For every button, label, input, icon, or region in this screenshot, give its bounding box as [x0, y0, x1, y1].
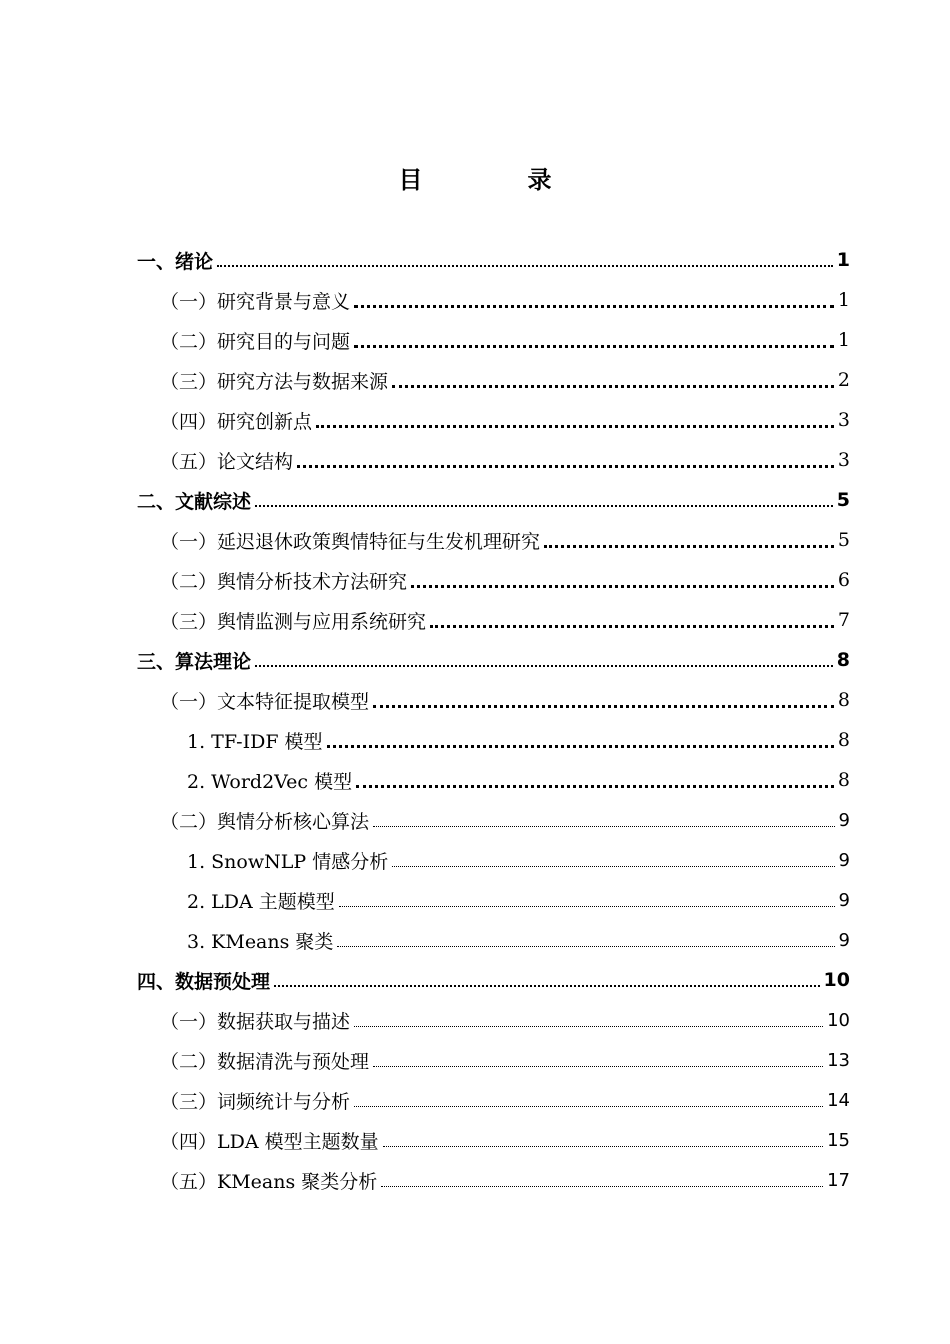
- toc-entry-title: 二、文献综述: [137, 490, 252, 513]
- toc-entry-page: 1: [837, 329, 850, 351]
- toc-leader-dots: [373, 705, 834, 708]
- toc-entry-title: （二）舆情分析核心算法: [160, 810, 370, 833]
- toc-entry[interactable]: [160, 400, 850, 440]
- toc-entry-title: 2. LDA 主题模型: [187, 890, 335, 913]
- toc-leader-dots: [544, 545, 834, 548]
- toc-entry-title: （一）数据获取与描述: [160, 1010, 351, 1033]
- toc-leader-dots: [430, 625, 834, 628]
- toc-entry[interactable]: [137, 240, 850, 280]
- toc-entry-title: （一）延迟退休政策舆情特征与生发机理研究: [160, 530, 541, 553]
- toc-leader-dots: [217, 265, 833, 267]
- toc-entry-title: （二）舆情分析技术方法研究: [160, 570, 408, 593]
- toc-entry-page: 8: [837, 769, 850, 791]
- toc-leader-dots: [354, 345, 834, 348]
- toc-leader-dots: [255, 505, 833, 507]
- toc-entry[interactable]: [160, 1160, 850, 1200]
- toc-entry-title: （一）研究背景与意义: [160, 290, 351, 313]
- toc-entry[interactable]: [160, 320, 850, 360]
- toc-entry-title: 2. Word2Vec 模型: [187, 770, 353, 793]
- toc-entry-title: （三）舆情监测与应用系统研究: [160, 610, 427, 633]
- title-char-1: 目: [398, 166, 423, 194]
- toc-entry-title: （三）研究方法与数据来源: [160, 370, 389, 393]
- toc-leader-dots: [337, 946, 834, 947]
- toc-leader-dots: [392, 866, 834, 867]
- toc-entry-page: 10: [823, 969, 850, 991]
- toc-entry-page: 2: [837, 369, 850, 391]
- toc-entry[interactable]: [160, 600, 850, 640]
- title-char-2: 录: [527, 166, 552, 194]
- toc-entry-page: 8: [837, 689, 850, 711]
- toc-entry[interactable]: [187, 760, 850, 800]
- toc-entry-page: 9: [838, 809, 850, 831]
- toc-entry-title: （二）数据清洗与预处理: [160, 1050, 370, 1073]
- toc-entry-page: 7: [837, 609, 850, 631]
- toc-leader-dots: [411, 585, 834, 588]
- toc-entry-title: （二）研究目的与问题: [160, 330, 351, 353]
- toc-entry-page: 9: [838, 929, 850, 951]
- toc-entry-page: 3: [837, 409, 850, 431]
- toc-entry-title: 一、绪论: [137, 250, 214, 273]
- toc-entry-title: （四）LDA 模型主题数量: [160, 1130, 379, 1153]
- toc-entry-page: 9: [838, 849, 850, 871]
- toc-leader-dots: [383, 1146, 823, 1147]
- toc-entry-title: 3. KMeans 聚类: [187, 930, 334, 953]
- toc-leader-dots: [373, 1066, 823, 1067]
- toc-leader-dots: [354, 1106, 823, 1107]
- toc-entry-page: 14: [827, 1089, 850, 1111]
- toc-entry[interactable]: [160, 680, 850, 720]
- toc-entry-title: 1. SnowNLP 情感分析: [187, 850, 389, 873]
- toc-entry-page: 5: [837, 529, 850, 551]
- toc-entry-page: 15: [827, 1129, 850, 1151]
- toc-leader-dots: [255, 665, 833, 667]
- toc-entry-page: 9: [838, 889, 850, 911]
- toc-entry[interactable]: [137, 960, 850, 1000]
- toc-entry-page: 1: [836, 249, 850, 271]
- toc-entry-page: 10: [827, 1009, 850, 1031]
- toc-entry-title: 三、算法理论: [137, 650, 252, 673]
- toc-entry-page: 6: [837, 569, 850, 591]
- toc-leader-dots: [297, 465, 834, 468]
- toc-leader-dots: [354, 1026, 823, 1027]
- toc-entry-title: 1. TF-IDF 模型: [187, 730, 323, 753]
- toc-entry[interactable]: [187, 720, 850, 760]
- toc-entry[interactable]: [160, 280, 850, 320]
- toc-entry-page: 17: [827, 1169, 850, 1191]
- toc-leader-dots: [339, 906, 835, 907]
- toc-entry[interactable]: [160, 440, 850, 480]
- toc-leader-dots: [274, 985, 820, 987]
- toc-entry[interactable]: [160, 1080, 850, 1120]
- toc-entry[interactable]: [160, 560, 850, 600]
- toc-entry-page: 1: [837, 289, 850, 311]
- toc-entry-title: （五）KMeans 聚类分析: [160, 1170, 378, 1193]
- toc-entry-page: 8: [837, 729, 850, 751]
- toc-entry-page: 13: [827, 1049, 850, 1071]
- toc-entry[interactable]: [137, 640, 850, 680]
- toc-entry[interactable]: [160, 520, 850, 560]
- toc-entry[interactable]: [187, 840, 850, 880]
- toc-entry[interactable]: [187, 920, 850, 960]
- toc-leader-dots: [356, 785, 834, 788]
- toc-leader-dots: [392, 385, 834, 388]
- toc-entry-title: （五）论文结构: [160, 450, 294, 473]
- toc-entry-title: （四）研究创新点: [160, 410, 313, 433]
- toc-entry[interactable]: [137, 480, 850, 520]
- toc-entry-title: （一）文本特征提取模型: [160, 690, 370, 713]
- page-title: [0, 160, 950, 195]
- toc-leader-dots: [327, 745, 834, 748]
- toc-entry-page: 5: [836, 489, 850, 511]
- toc-leader-dots: [354, 305, 834, 308]
- toc-leader-dots: [381, 1186, 823, 1187]
- toc-leader-dots: [373, 826, 835, 827]
- toc-leader-dots: [316, 425, 834, 428]
- toc-entry[interactable]: [160, 800, 850, 840]
- toc-entry[interactable]: [160, 1000, 850, 1040]
- toc-entry-title: 四、数据预处理: [137, 970, 271, 993]
- toc-entry[interactable]: [160, 1040, 850, 1080]
- toc-entry[interactable]: [187, 880, 850, 920]
- toc-entry[interactable]: [160, 360, 850, 400]
- toc-entry-title: （三）词频统计与分析: [160, 1090, 351, 1113]
- toc-entry-page: 8: [836, 649, 850, 671]
- toc-entry[interactable]: [160, 1120, 850, 1160]
- toc-entry-page: 3: [837, 449, 850, 471]
